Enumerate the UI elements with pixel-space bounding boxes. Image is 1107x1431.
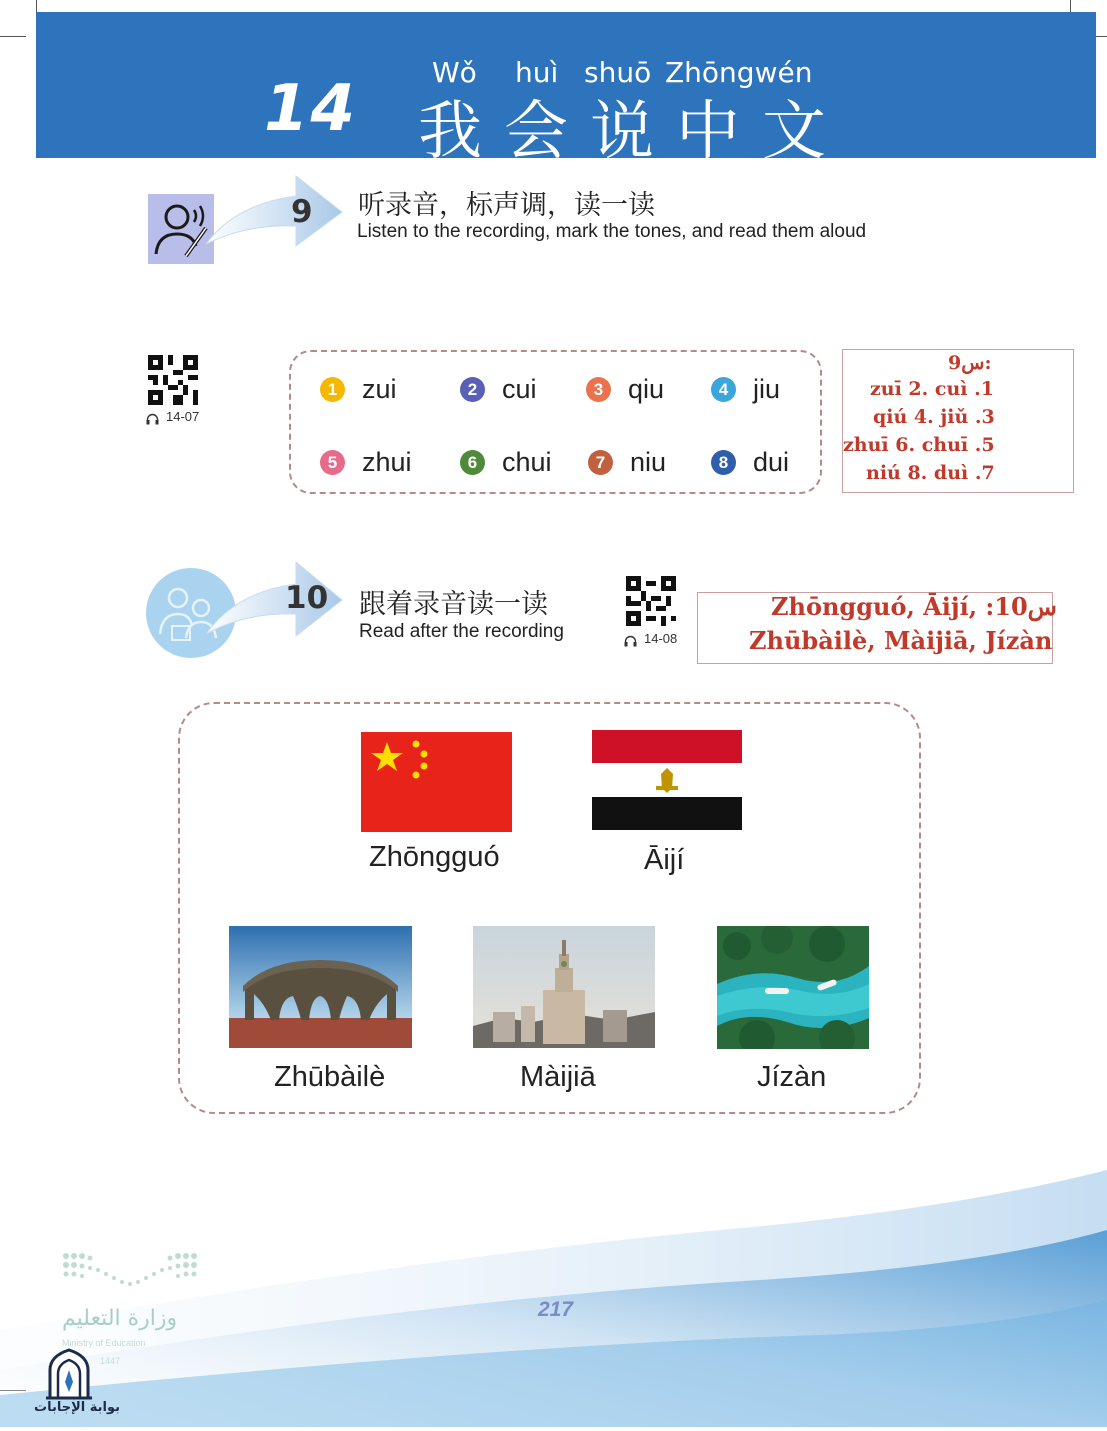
place-name: Zhōngguó (369, 841, 500, 873)
pinyin-word: jiu (753, 374, 781, 404)
pinyin-item (460, 374, 537, 405)
place-name: Āijí (644, 844, 685, 876)
pinyin-item (586, 374, 664, 405)
china-flag-icon (361, 732, 512, 832)
pinyin-item (460, 447, 552, 478)
title-pinyin-1: Wǒ (432, 56, 477, 89)
number-badge: 6 (460, 450, 485, 475)
lesson-title: 我会说中文 (418, 95, 848, 169)
answer-9-line: zuī 2. cuì .1 (870, 378, 994, 400)
pinyin-item (711, 374, 780, 405)
answer-10-line: Zhōngguó, Āijí, :س10 (771, 592, 1057, 621)
place-name: Jízàn (757, 1061, 827, 1093)
crop-mark (0, 36, 26, 37)
ministry-logo-icon (62, 1252, 198, 1292)
title-pinyin-2: huì (515, 56, 559, 89)
answer-9-heading: س9: (948, 352, 992, 374)
arrow-icon (206, 174, 346, 250)
ministry-name-ar: وزارة التعليم (62, 1306, 178, 1331)
pinyin-item (320, 374, 397, 405)
pinyin-item (711, 447, 789, 478)
activity-10-title-cn: 跟着录音读一读 (359, 589, 548, 620)
lesson-number: 14 (264, 72, 358, 146)
number-badge: 4 (711, 377, 736, 402)
portal-name: بوابة الإجابات (34, 1400, 120, 1415)
pinyin-word: zui (362, 374, 397, 404)
place-name: Màijiā (520, 1061, 596, 1093)
qr-code-icon[interactable] (148, 355, 198, 405)
activity-9-title-cn: 听录音，标声调，读一读 (358, 190, 655, 221)
pinyin-word: qiu (628, 374, 665, 404)
place-name: Zhūbàilè (274, 1061, 386, 1093)
title-pinyin-4: Zhōngwén (665, 56, 813, 89)
number-badge: 3 (586, 377, 611, 402)
pinyin-word: dui (753, 447, 790, 477)
activity-10-title-en: Read after the recording (359, 621, 564, 642)
answer-10-line: Zhūbàilè, Màijiā, Jízàn (749, 626, 1053, 655)
pinyin-word: niu (630, 447, 667, 477)
audio-code-14-07: 14-07 (166, 409, 200, 424)
number-badge: 7 (588, 450, 613, 475)
answer-9-line: qiú 4. jiǔ .3 (873, 406, 995, 428)
qr-code-icon[interactable] (626, 576, 676, 626)
number-badge: 2 (460, 377, 485, 402)
pinyin-item (320, 447, 412, 478)
audio-code-14-08: 14-08 (644, 631, 678, 646)
headphone-icon (624, 632, 637, 651)
activity-10-number: 10 (285, 580, 329, 616)
answer-9-line: niú 8. duì .7 (866, 462, 995, 484)
activity-9-number: 9 (291, 194, 313, 230)
title-pinyin-3: shuō (584, 56, 652, 89)
zhubaile-photo (229, 926, 412, 1048)
pinyin-word: chui (502, 447, 552, 477)
egypt-flag-icon (592, 730, 742, 830)
pinyin-item (588, 447, 666, 478)
jizan-photo (717, 926, 869, 1049)
number-badge: 5 (320, 450, 345, 475)
pinyin-word: zhui (362, 447, 412, 477)
pinyin-word: cui (502, 374, 537, 404)
ministry-year: 1447 (100, 1356, 121, 1366)
places-box (178, 702, 921, 1114)
number-badge: 1 (320, 377, 345, 402)
activity-9-title-en: Listen to the recording, mark the tones, and read them aloud (357, 221, 867, 242)
ministry-name-en: Ministry of Education (62, 1338, 146, 1348)
makkah-photo (473, 926, 655, 1048)
headphone-icon (146, 410, 159, 429)
answer-9-line: zhuī 6. chuī .5 (843, 434, 995, 456)
page-number: 217 (538, 1298, 574, 1321)
listen-write-icon (148, 194, 214, 264)
portal-logo-icon (46, 1348, 92, 1400)
number-badge: 8 (711, 450, 736, 475)
